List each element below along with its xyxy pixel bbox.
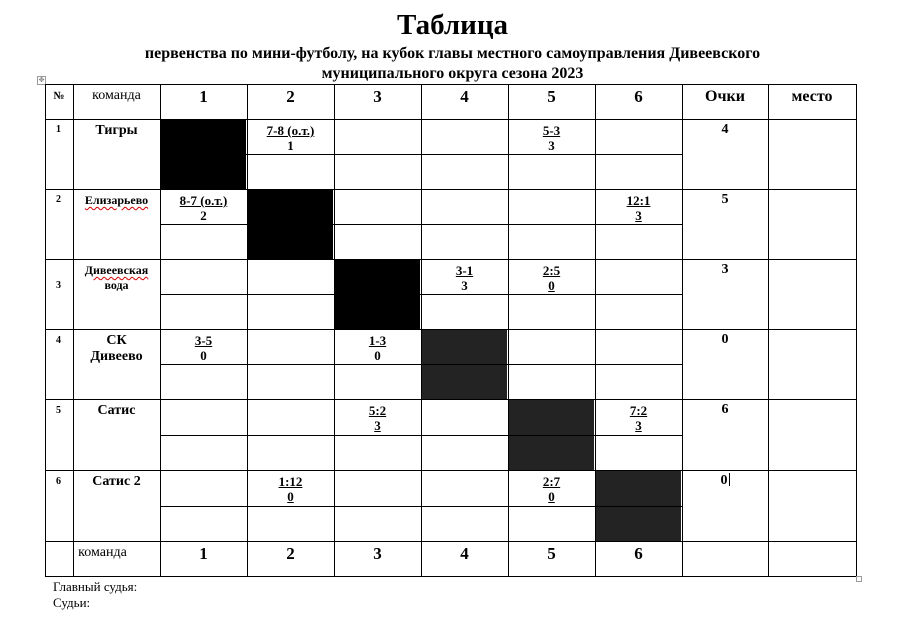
page-title: Таблица	[396, 9, 509, 41]
team-name-2: Елизарьево	[84, 193, 149, 207]
footer-col-1: 1	[199, 544, 208, 563]
row-num-3: 3	[56, 280, 61, 291]
points-5: 6	[721, 402, 729, 417]
footer-col-6: 6	[634, 544, 643, 563]
row-num-1: 1	[56, 124, 61, 135]
diagonal-cell-1	[160, 120, 246, 190]
points-4: 0	[721, 332, 729, 347]
team-name-3: Дивеевская вода	[84, 263, 149, 292]
header-col-1: 1	[199, 87, 208, 106]
footer-col-4: 4	[460, 544, 469, 563]
team-name-5: Сатис	[97, 403, 136, 418]
points-1: 4	[721, 122, 729, 137]
chief-referee-label: Главный судья:	[53, 579, 138, 594]
diagonal-cell-3	[334, 260, 420, 330]
team-name-1: Тигры	[95, 123, 138, 138]
footer-col-5: 5	[547, 544, 556, 563]
row-num-6: 6	[56, 476, 61, 487]
header-place: место	[791, 88, 833, 105]
header-col-2: 2	[286, 87, 295, 106]
result-r6c2: 1:12 0	[278, 474, 303, 504]
result-r5c3: 5:2 3	[368, 403, 387, 433]
result-r2c6: 12:1 3	[626, 193, 651, 223]
header-col-5: 5	[547, 87, 556, 106]
row-num-5: 5	[56, 405, 61, 416]
referees-label: Судьи:	[53, 595, 91, 610]
diagonal-cell-2	[247, 190, 333, 260]
result-r4c3: 1-3 0	[368, 333, 387, 363]
result-r1c2: 7-8 (о.т.) 1	[266, 123, 315, 153]
footer-team: команда	[78, 545, 127, 560]
subtitle-line-1: первенства по мини-футболу, на кубок главы местного самоуправления Дивеевского	[144, 45, 761, 62]
page-subtitle	[100, 44, 805, 84]
points-3: 3	[721, 262, 729, 277]
row-num-4: 4	[56, 335, 61, 346]
result-r4c1: 3-5 0	[194, 333, 213, 363]
result-r1c5: 5-3 3	[542, 123, 561, 153]
header-col-6: 6	[634, 87, 643, 106]
points-2: 5	[721, 192, 729, 207]
standings-table	[45, 84, 857, 577]
header-col-4: 4	[460, 87, 469, 106]
row-num-2: 2	[56, 194, 61, 205]
header-col-3: 3	[373, 87, 382, 106]
text-cursor	[729, 473, 730, 486]
team-name-4: СК Дивеево	[90, 333, 143, 364]
resize-handle-icon[interactable]	[856, 576, 862, 582]
result-r2c1: 8-7 (о.т.) 2	[179, 193, 228, 223]
header-team: команда	[92, 88, 141, 103]
header-num: №	[53, 90, 65, 102]
result-r6c5: 2:7 0	[542, 474, 561, 504]
move-handle-icon[interactable]: ✥	[38, 76, 45, 84]
footer-col-2: 2	[286, 544, 295, 563]
points-6: 0	[720, 473, 728, 488]
result-r5c6: 7:2 3	[629, 403, 648, 433]
result-r3c4: 3-1 3	[455, 263, 474, 293]
header-points: Очки	[705, 88, 745, 105]
footer-col-3: 3	[373, 544, 382, 563]
diagonal-cell-4	[421, 330, 507, 400]
result-r3c5: 2:5 0	[542, 263, 561, 293]
team-name-6: Сатис 2	[92, 474, 141, 489]
subtitle-line-2: муниципального округа сезона 2023	[321, 65, 584, 82]
